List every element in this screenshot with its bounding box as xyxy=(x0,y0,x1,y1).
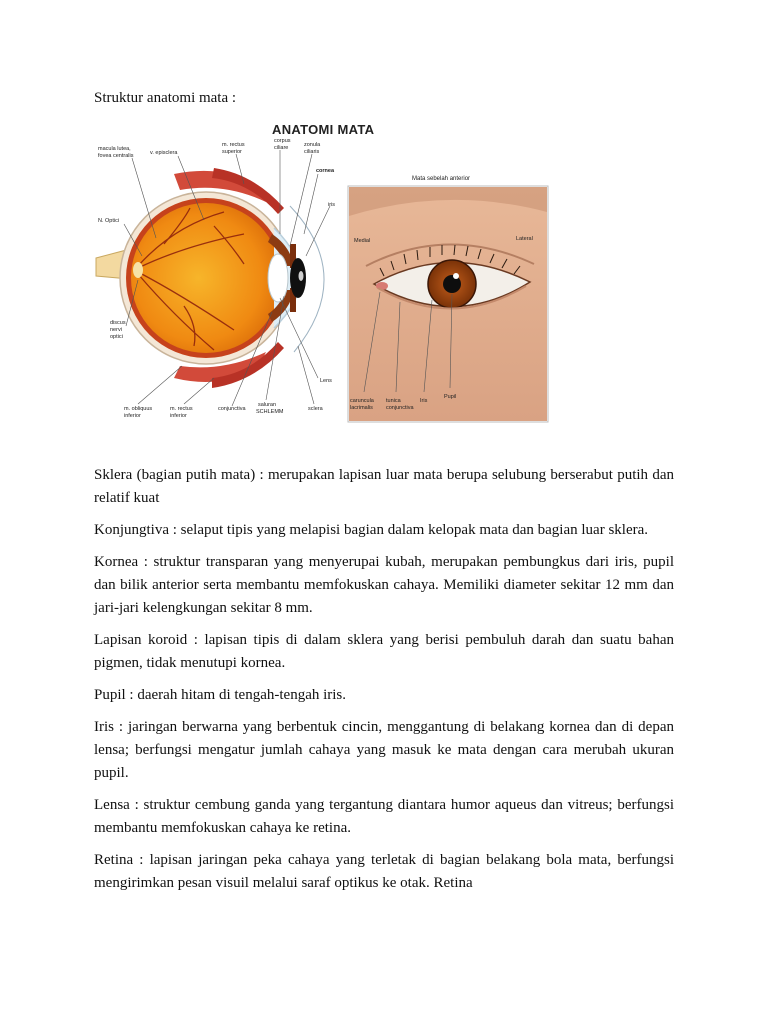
label-corpus-1: corpus xyxy=(274,138,291,144)
eye-anatomy-figure xyxy=(94,116,554,426)
label-iris-inset: Iris xyxy=(420,398,428,404)
label-rectus-superior-2: superior xyxy=(222,149,242,155)
label-zonula-2: ciliaris xyxy=(304,149,320,155)
label-episclera: v. episclera xyxy=(150,150,178,156)
label-n-optici: N. Optici xyxy=(98,218,120,224)
label-caruncula-2: lacrimalis xyxy=(350,405,373,411)
label-lateral: Lateral xyxy=(516,236,533,242)
label-discus-2: nervi xyxy=(110,327,122,333)
label-obliquus-2: inferior xyxy=(124,413,141,419)
label-conjunctiva: conjunctiva xyxy=(218,406,246,412)
body-text xyxy=(94,464,674,904)
label-cornea: cornea xyxy=(316,168,335,174)
paragraph-sklera: Sklera (bagian putih mata) : merupakan lapisan luar mata berupa selubung berserabut putih dan relatif kuat xyxy=(94,467,674,506)
label-zonula-1: zonula xyxy=(304,142,321,148)
label-corpus-2: ciliare xyxy=(274,145,289,151)
label-schlemm-1: saluran xyxy=(258,402,277,408)
paragraph-pupil: Pupil : daerah hitam di tengah-tengah iris. xyxy=(94,687,347,703)
section-heading: Struktur anatomi mata : xyxy=(94,90,237,106)
paragraph-iris: Iris : jaringan berwarna yang berbentuk cincin, menggantung di belakang kornea dan di depan lensa; berfungsi mengatur jumlah cahaya yang masuk ke mata dengan cara merubah ukuran pupil. xyxy=(94,719,674,781)
paragraph-kornea: Kornea : struktur transparan yang menyerupai kubah, merupakan pembungkus dari iris, pupil dan bilik anterior serta membantu memfokuskan cahaya. Memiliki diameter sekitar 12 mm dan jari-jari kelengkungan sekitar 8 mm. xyxy=(94,554,674,616)
paragraph-retina: Retina : lapisan jaringan peka cahaya yang terletak di bagian belakang bola mata, berfungsi mengirimkan pesan visuil melalui saraf optikus ke otak. Retina xyxy=(94,852,674,891)
label-lens: Lens xyxy=(320,378,332,384)
label-discus-3: optici xyxy=(110,334,123,340)
label-caruncula-1: caruncula xyxy=(350,398,374,404)
label-discus-1: discus xyxy=(110,320,126,326)
label-sclera: sclera xyxy=(308,406,323,412)
figure-title: ANATOMI MATA xyxy=(272,122,375,137)
label-rectus-inferior-2: inferior xyxy=(170,413,187,419)
label-tunica-2: conjunctiva xyxy=(386,405,414,411)
label-schlemm-2: SCHLEMM xyxy=(256,409,284,415)
paragraph-koroid: Lapisan koroid : lapisan tipis di dalam sklera yang berisi pembuluh darah dan suatu bahan pigmen, tidak menutupi kornea. xyxy=(94,632,674,671)
paragraph-lensa: Lensa : struktur cembung ganda yang tergantung diantara humor aqueus dan vitreus; berfungsi membantu memfokuskan cahaya ke retina. xyxy=(94,797,674,836)
label-macula-1: macula lutea, xyxy=(98,146,131,152)
paragraph-konjungtiva: Konjungtiva : selaput tipis yang melapisi bagian dalam kelopak mata dan bagian luar sklera. xyxy=(94,522,649,538)
label-rectus-superior-1: m. rectus xyxy=(222,142,245,148)
label-medial: Medial xyxy=(354,238,371,244)
label-tunica-1: tunica xyxy=(386,398,401,404)
label-rectus-inferior-1: m. rectus xyxy=(170,406,193,412)
inset-title: Mata sebelah anterior xyxy=(412,176,471,182)
label-macula-2: fovea centralis xyxy=(98,153,134,159)
label-iris: iris xyxy=(328,202,336,208)
label-obliquus-1: m. obliquus xyxy=(124,406,153,412)
label-pupil: Pupil xyxy=(444,394,457,400)
eyeball-cross-section xyxy=(96,168,324,388)
